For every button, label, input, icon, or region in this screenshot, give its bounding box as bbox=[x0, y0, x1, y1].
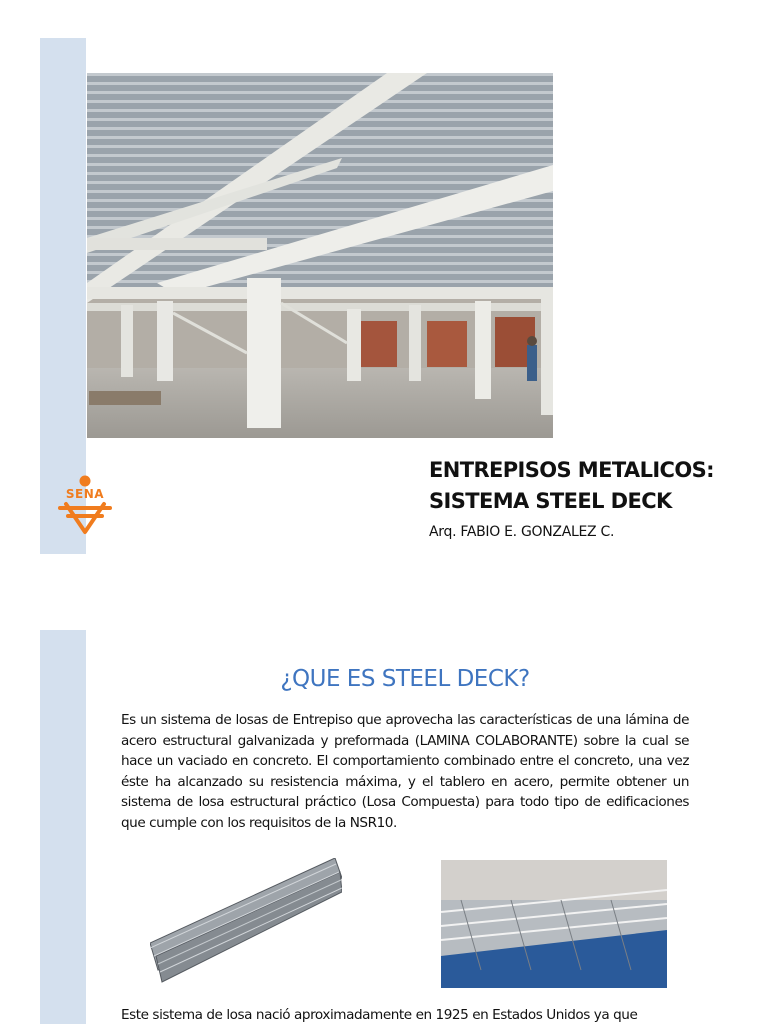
author-name: Arq. FABIO E. GONZALEZ C. bbox=[429, 524, 615, 540]
section-heading: ¿QUE ES STEEL DECK? bbox=[280, 666, 530, 692]
title-line-2: SISTEMA STEEL DECK bbox=[429, 489, 672, 513]
composite-slab-diagram-photo bbox=[441, 860, 667, 988]
sidebar-accent-bar-2 bbox=[40, 630, 86, 1024]
history-paragraph: Este sistema de losa nació aproximadamente en 1925 en Estados Unidos ya que bbox=[121, 1007, 638, 1023]
steel-deck-sheets-photo bbox=[150, 858, 342, 988]
slide-what-is-steel-deck bbox=[0, 630, 768, 1024]
definition-paragraph: Es un sistema de losas de Entrepiso que aprovecha las características de una lámina de acero estructural galvanizada y preformada (LAMINA COLABORANTE) sobre la cual se hace un vaciado en concreto. El comportamiento combinado entre el concreto, una vez éste ha alcanzado su resistencia máxima, y el tablero en acero, permite obtener un sistema de losa estructural práctico (Losa Compuesta) para todo tipo de edificaciones que cumple con los requisitos de la NSR10. bbox=[121, 712, 689, 831]
steel-deck-construction-photo bbox=[87, 73, 553, 438]
sena-logo-text: SENA bbox=[65, 487, 105, 501]
title-line-1: ENTREPISOS METALICOS: bbox=[429, 458, 714, 482]
sena-logo bbox=[54, 474, 116, 536]
